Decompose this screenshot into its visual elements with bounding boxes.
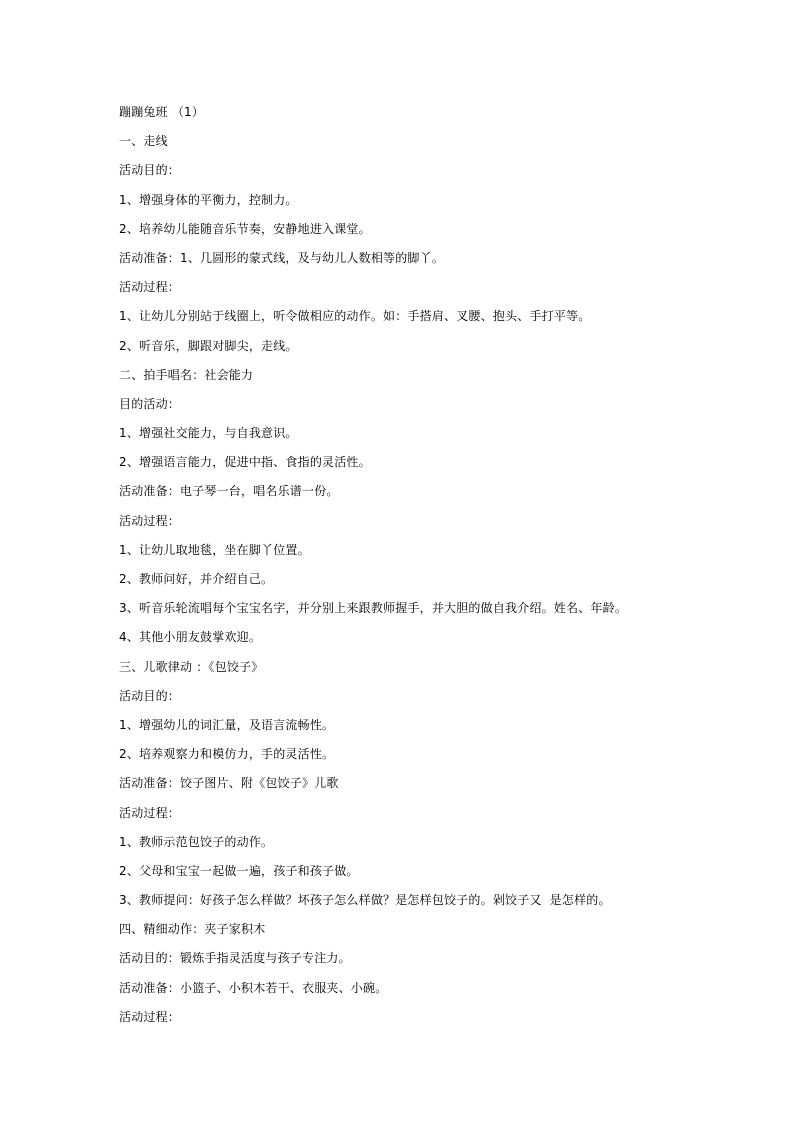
text-line: 2、听音乐，脚跟对脚尖，走线。: [119, 338, 298, 353]
text-line: 活动目的：: [119, 688, 181, 703]
text-line: 1、让幼儿分别站于线圈上，听令做相应的动作。如：手搭肩、叉腰、抱头、手打平等。: [119, 309, 591, 324]
text-line: 2、父母和宝宝一起做一遍，孩子和孩子做。: [119, 863, 359, 878]
text-line: 活动目的：锻炼手指灵活度与孩子专注力。: [119, 951, 351, 966]
text-line: 1、增强身体的平衡力，控制力。: [119, 192, 298, 207]
text-line: 1、让幼儿取地毯，坐在脚丫位置。: [119, 542, 310, 557]
section-heading: 一、走线: [119, 134, 168, 149]
text-line: 活动过程：: [119, 513, 181, 528]
text-line: 活动准备：电子琴一台，唱名乐谱一份。: [119, 484, 339, 499]
text-line: 2、教师问好，并介绍自己。: [119, 572, 274, 586]
section-heading: 四、精细动作：夹子家积木: [119, 922, 266, 937]
text-line: 2、增强语言能力，促进中指、食指的灵活性。: [119, 455, 371, 470]
text-line: 1、增强幼儿的词汇量，及语言流畅性。: [119, 717, 335, 732]
document-title: 蹦蹦兔班 （1）: [119, 105, 205, 119]
text-line: 活动过程：: [119, 1009, 181, 1024]
text-line: 活动准备：饺子图片、附《包饺子》儿歌: [119, 776, 339, 791]
text-line: 1、增强社交能力，与自我意识。: [119, 426, 298, 441]
text-line: 活动准备：1、几圆形的蒙式线，及与幼儿人数相等的脚丫。: [119, 250, 445, 265]
text-line: 活动目的：: [119, 163, 181, 178]
text-line: 2、培养幼儿能随音乐节奏，安静地进入课堂。: [119, 221, 371, 236]
text-line: 目的活动：: [119, 396, 181, 411]
text-line: 3、教师提问：好孩子怎么样做？坏孩子怎么样做？是怎样包饺子的。剁饺子又 是怎样的。: [119, 893, 611, 908]
text-line: 3、听音乐轮流唱每个宝宝名字，并分别上来跟教师握手，并大胆的做自我介绍。姓名、年龄。: [119, 601, 628, 616]
text-line: 活动准备：小篮子、小积木若干、衣服夹、小碗。: [119, 980, 388, 995]
text-line: 活动过程：: [119, 280, 181, 295]
text-line: 4、其他小朋友鼓掌欢迎。: [119, 630, 262, 645]
text-line: 活动过程：: [119, 805, 181, 820]
document-body: [119, 103, 719, 1037]
text-line: 2、培养观察力和模仿力，手的灵活性。: [119, 747, 335, 762]
text-line: 1、教师示范包饺子的动作。: [119, 834, 274, 849]
section-heading: 二、拍手唱名：社会能力: [119, 367, 254, 382]
section-heading: 三、儿歌律动 ：《包饺子》: [119, 659, 264, 674]
